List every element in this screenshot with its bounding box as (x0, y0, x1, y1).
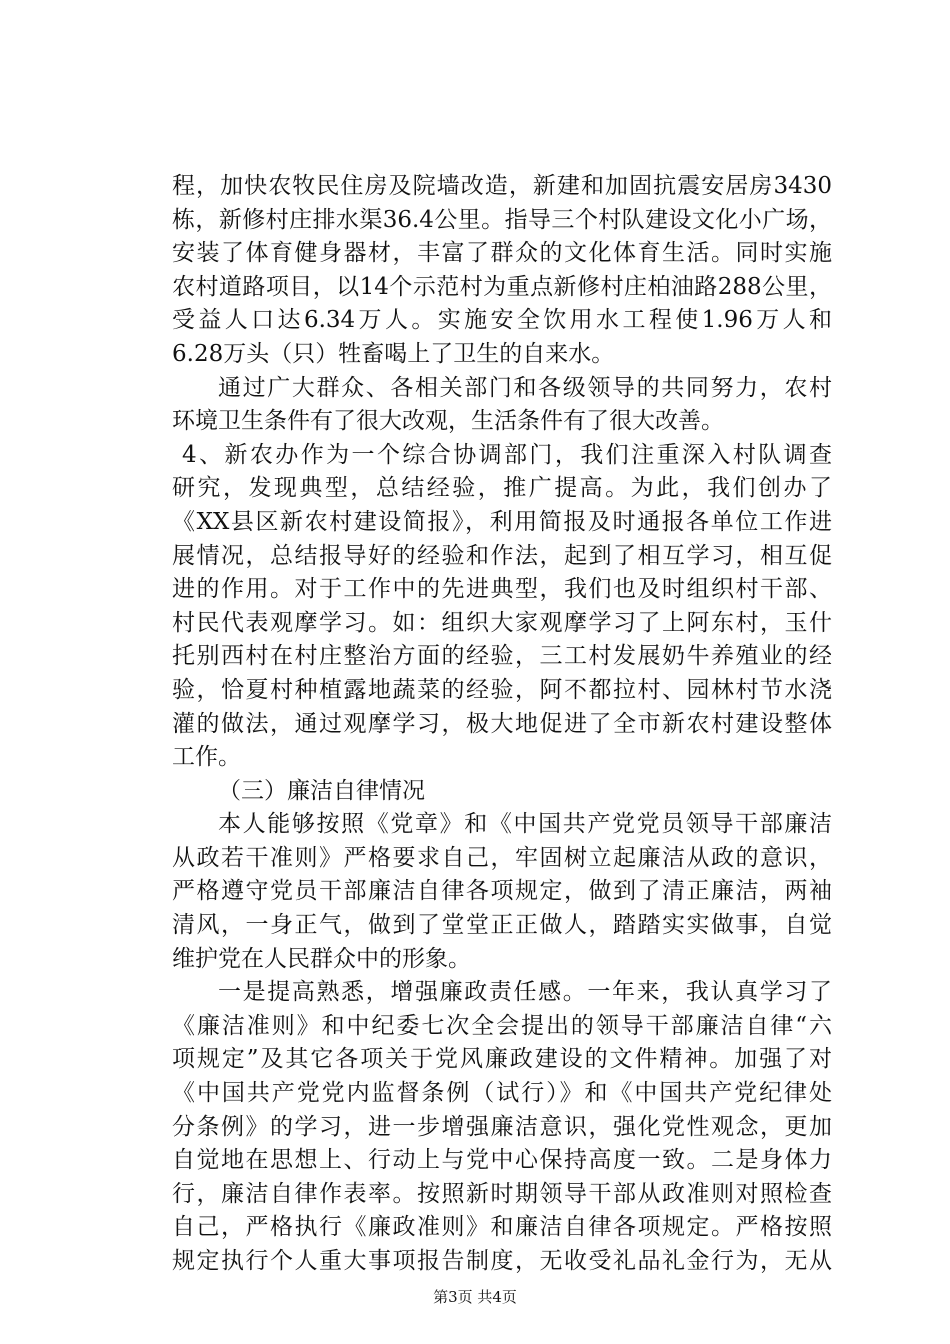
text-line: 6.28万头（只）牲畜喝上了卫生的自来水。 (172, 340, 615, 367)
text-line: 进的作用。对于工作中的先进典型，我们也及时组织村干部、 (172, 576, 832, 603)
text-line: 农村道路项目，以14个示范村为重点新修村庄柏油路288公里， (172, 273, 832, 300)
text-line: 灌的做法，通过观摩学习，极大地促进了全市新农村建设整体 (172, 710, 832, 737)
text-line: 安装了体育健身器材，丰富了群众的文化体育生活。同时实施 (172, 240, 832, 267)
text-line: 受益人口达6.34万人。实施安全饮用水工程使1.96万人和 (172, 307, 832, 334)
text-line: 从政若干准则》严格要求自己，牢固树立起廉洁从政的意识， (172, 844, 832, 871)
text-line: 项规定”及其它各项关于党风廉政建设的文件精神。加强了对 (172, 1046, 832, 1073)
text-line: 研究，发现典型，总结经验，推广提高。为此，我们创办了 (172, 475, 832, 502)
text-line: 分条例》的学习，进一步增强廉洁意识，强化党性观念，更加 (172, 1113, 832, 1140)
text-line: 《中国共产党党内监督条例（试行）》和《中国共产党纪律处 (172, 1080, 832, 1107)
page-number-footer: 第3页 共4页 (433, 1288, 517, 1306)
text-line: 验，恰夏村种植露地蔬菜的经验，阿不都拉村、园林村节水浇 (172, 676, 832, 703)
text-line: 规定执行个人重大事项报告制度，无收受礼品礼金行为，无从 (172, 1248, 832, 1274)
text-line: 行，廉洁自律作表率。按照新时期领导干部从政准则对照检查 (172, 1180, 832, 1207)
text-line: 环境卫生条件有了很大改观，生活条件有了很大改善。 (172, 408, 724, 435)
paragraph-first-line: 本人能够按照《党章》和《中国共产党党员领导干部廉洁 (218, 811, 832, 838)
paragraph-first-line: 一是提高熟悉，增强廉政责任感。一年来，我认真学习了 (218, 979, 832, 1006)
text-line: 工作。 (172, 744, 241, 771)
text-line: 村民代表观摩学习。如：组织大家观摩学习了上阿东村，玉什 (172, 609, 832, 636)
text-line: 栋，新修村庄排水渠36.4公里。指导三个村队建设文化小广场， (172, 206, 832, 233)
text-line: 《廉洁准则》和中纪委七次全会提出的领导干部廉洁自律“六 (172, 1012, 832, 1039)
text-line: 自觉地在思想上、行动上与党中心保持高度一致。二是身体力 (172, 1147, 832, 1174)
text-line: 托别西村在村庄整治方面的经验，三工村发展奶牛养殖业的经 (172, 643, 832, 670)
text-line: 展情况，总结报导好的经验和作法，起到了相互学习，相互促 (172, 542, 832, 569)
text-line: 《XX县区新农村建设简报》，利用简报及时通报各单位工作进 (172, 508, 832, 535)
text-line: 程，加快农牧民住房及院墙改造，新建和加固抗震安居房3430 (172, 173, 832, 199)
text-line: 清风，一身正气，做到了堂堂正正做人，踏踏实实做事，自觉 (172, 912, 832, 939)
numbered-item-first-line: 4、新农办作为一个综合协调部门，我们注重深入村队调查 (182, 441, 832, 468)
paragraph-first-line: 通过广大群众、各相关部门和各级领导的共同努力，农村 (218, 374, 832, 401)
text-line: 严格遵守党员干部廉洁自律各项规定，做到了清正廉洁，两袖 (172, 878, 832, 905)
section-heading: （三）廉洁自律情况 (218, 777, 425, 804)
text-line: 维护党在人民群众中的形象。 (172, 945, 471, 972)
text-line: 自己，严格执行《廉政准则》和廉洁自律各项规定。严格按照 (172, 1214, 832, 1241)
document-body (172, 170, 832, 1279)
